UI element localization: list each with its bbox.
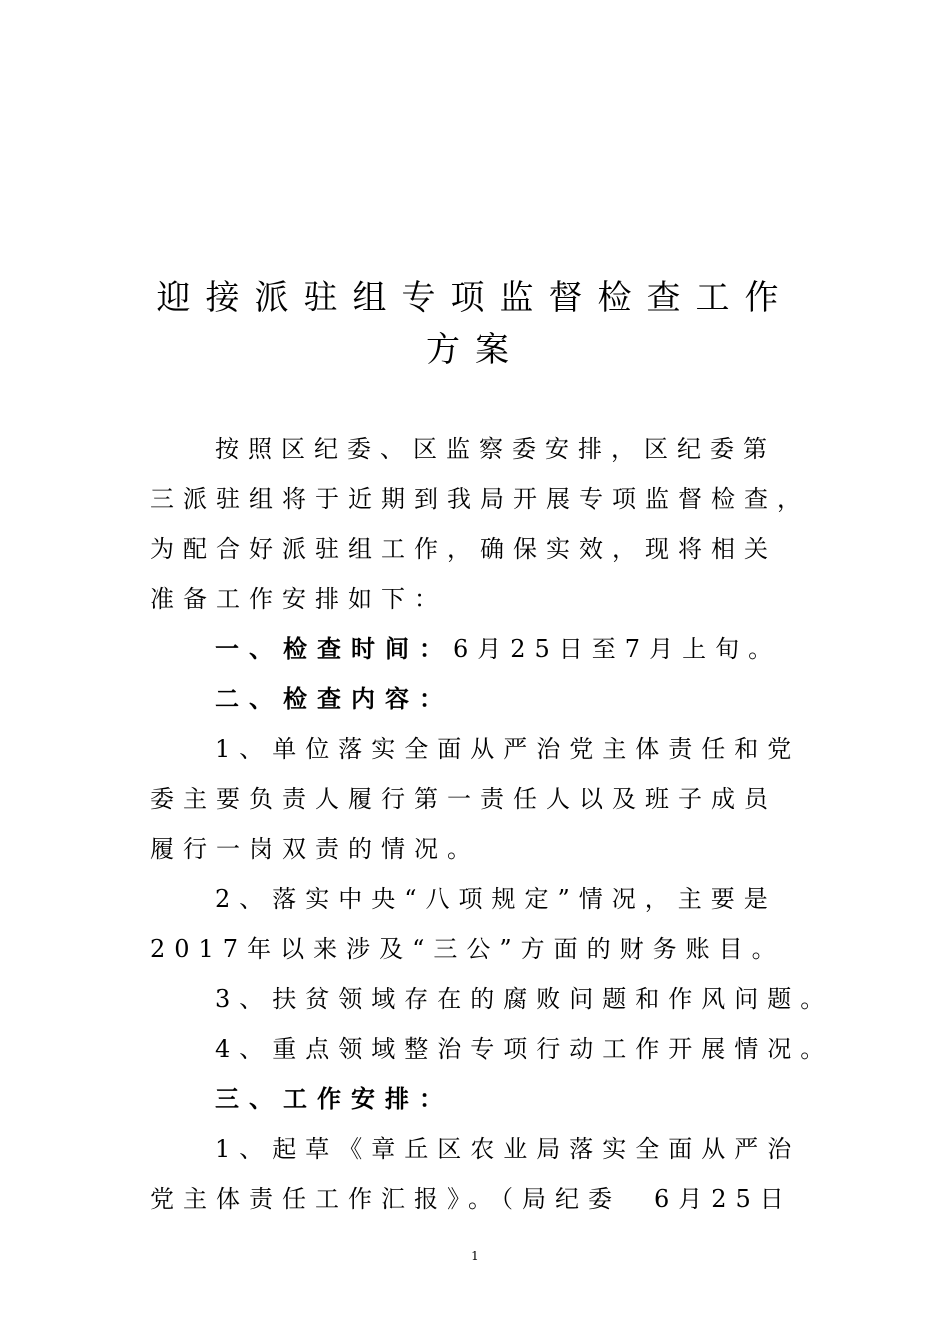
paragraph-line: 1、单位落实全面从严治党主体责任和党	[215, 735, 801, 763]
paragraph-line: 三派驻组将于近期到我局开展专项监督检查，	[150, 485, 810, 513]
section-heading-inspection-time: 一、检查时间：	[215, 634, 453, 663]
paragraph-line: 3、扶贫领域存在的腐败问题和作风问题。	[215, 985, 834, 1013]
page-number: 1	[471, 1249, 479, 1263]
paragraph-line: 履行一岗双责的情况。	[150, 835, 480, 863]
section-heading-inspection-content: 二、检查内容：	[215, 684, 453, 713]
paragraph-line: 按照区纪委、区监察委安排，区纪委第	[215, 435, 776, 463]
paragraph-line: 2、落实中央“八项规定”情况，主要是	[215, 885, 777, 913]
section-two-line	[215, 682, 875, 716]
document-title-line-1: 迎接派驻组专项监督检查工作	[156, 278, 794, 318]
section-three-line	[215, 1082, 875, 1116]
paragraph-line: 4、重点领域整治专项行动工作开展情况。	[215, 1035, 834, 1063]
paragraph-line: 委主要负责人履行第一责任人以及班子成员	[150, 785, 777, 813]
section-heading-work-arrangement: 三、工作安排：	[215, 1084, 453, 1113]
paragraph-line: 2017年以来涉及“三公”方面的财务账目。	[150, 935, 785, 963]
paragraph-line: 党主体责任工作汇报》。（局纪委 6月25日	[150, 1185, 793, 1213]
paragraph-line: 准备工作安排如下：	[150, 585, 447, 613]
paragraph-line: 为配合好派驻组工作，确保实效，现将相关	[150, 535, 777, 563]
section-one-line	[215, 632, 875, 666]
document-title-line-2: 方案	[426, 330, 524, 370]
paragraph-line: 1、起草《章丘区农业局落实全面从严治	[215, 1135, 801, 1163]
inspection-time-value: 6月25日至7月上旬。	[453, 635, 782, 663]
